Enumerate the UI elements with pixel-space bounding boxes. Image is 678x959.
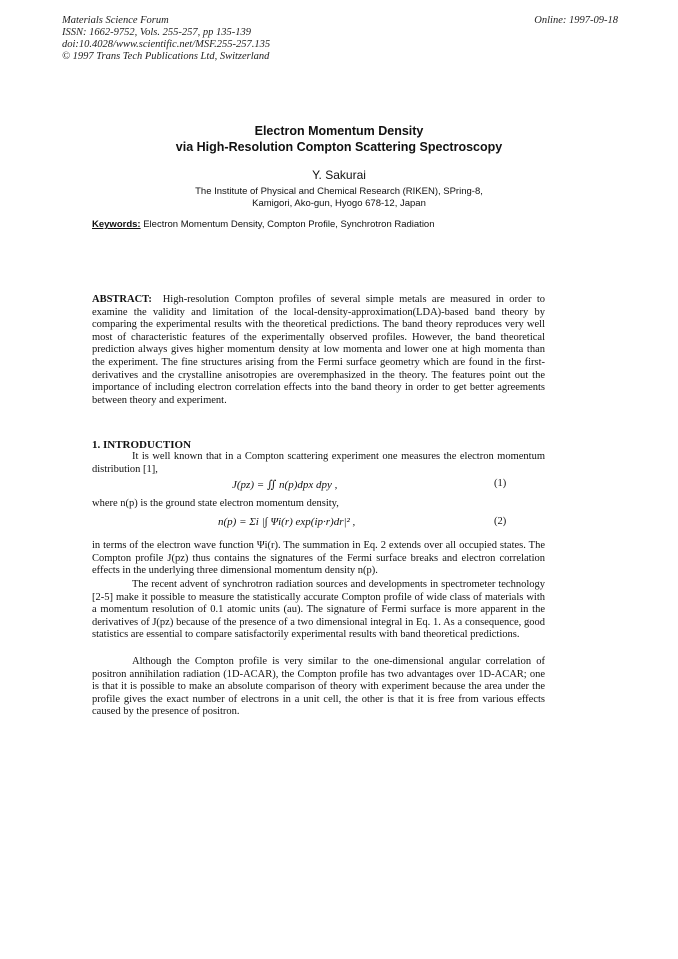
keywords-label: Keywords: (92, 219, 141, 230)
affiliation-line: Kamigori, Ako-gun, Hyogo 678-12, Japan (252, 198, 426, 209)
paper-title-line-2: via High-Resolution Compton Scattering Spectroscopy (175, 140, 503, 154)
online-date: Online: 1997-09-18 (534, 15, 618, 26)
intro-paragraph-2: where n(p) is the ground state electron momentum density, (92, 498, 339, 509)
abstract (92, 294, 545, 407)
intro-paragraph-1: It is well known that in a Compton scattering experiment one measures the electron momentum distribution [1], (92, 451, 545, 475)
keywords (92, 219, 435, 230)
equation-2-number: (2) (494, 516, 507, 527)
paper-title-line-1: Electron Momentum Density (254, 124, 424, 138)
keywords-text: Electron Momentum Density, Compton Profile, Synchrotron Radiation (143, 219, 435, 230)
equation-1: J(pz) = ∬ n(p)dpx dpy , (232, 479, 338, 491)
header-line: ISSN: 1662-9752, Vols. 255-257, pp 135-139 (62, 27, 251, 38)
affiliation-line: The Institute of Physical and Chemical Research (RIKEN), SPring-8, (195, 186, 483, 197)
header-line: doi:10.4028/www.scientific.net/MSF.255-257.135 (62, 39, 271, 50)
header-line: Materials Science Forum (62, 15, 169, 26)
equation-2: n(p) = Σi |∫ Ψi(r) exp(ip·r)dr|² , (218, 516, 356, 528)
intro-paragraph-4: The recent advent of synchrotron radiation sources and developments in spectrometer technology [2-5] make it possible to measure the statistically accurate Compton profile of wide class of materials with a momentum resolution of 0.1 atomic units (au). The signature of Fermi surface is more apparent in the derivatives of J(pz) because of the presence of a two dimensional integral in Eq. 1. As a consequence, good statistics are essential to compare satisfactorily experimental results with band theoretical predictions. (92, 579, 545, 641)
section-heading: 1. INTRODUCTION (92, 439, 192, 451)
affiliation (0, 186, 678, 210)
header-line: © 1997 Trans Tech Publications Ltd, Switzerland (62, 51, 270, 62)
equation-1-number: (1) (494, 478, 507, 489)
author: Y. Sakurai (312, 168, 366, 182)
abstract-label: ABSTRACT: (92, 294, 152, 305)
intro-paragraph-5: Although the Compton profile is very similar to the one-dimensional angular correlation of positron annihilation radiation (1D-ACAR), the Compton profile has two advantages over 1D-ACAR; one is that it is possible to make an absolute comparison of theory with experiment because the area under the profile gives the exact number of electrons in a unit cell, the other is that it is free from various effects caused by the presence of positron. (92, 656, 545, 718)
journal-header (62, 15, 270, 63)
abstract-text: High-resolution Compton profiles of several simple metals are measured in order to examine the validity and limitation of the local-density-approximation(LDA)-based band theory by comparing the experimental results with the theoretical predictions. The band theory reproduces very well most of characteristic features of the experimentally observed profiles. However, the band theoretical prediction always gives higher momentum density at low momenta and lower one at high momenta than the experiment. The fine structures arising from the Fermi surface geometry which are found in the first-derivatives and the crystalline anisotropies are overemphasized in the theory. The features point out the importance of including electron correlation effects into the band theory in order to get better agreements between theory and experiment. (92, 294, 546, 406)
intro-paragraph-3: in terms of the electron wave function Ψi(r). The summation in Eq. 2 extends over all occupied states. The Compton profile J(pz) thus contains the signatures of the Fermi surface breaks and electron correlation effects in the underlying three dimensional momentum density n(p). (92, 540, 545, 577)
